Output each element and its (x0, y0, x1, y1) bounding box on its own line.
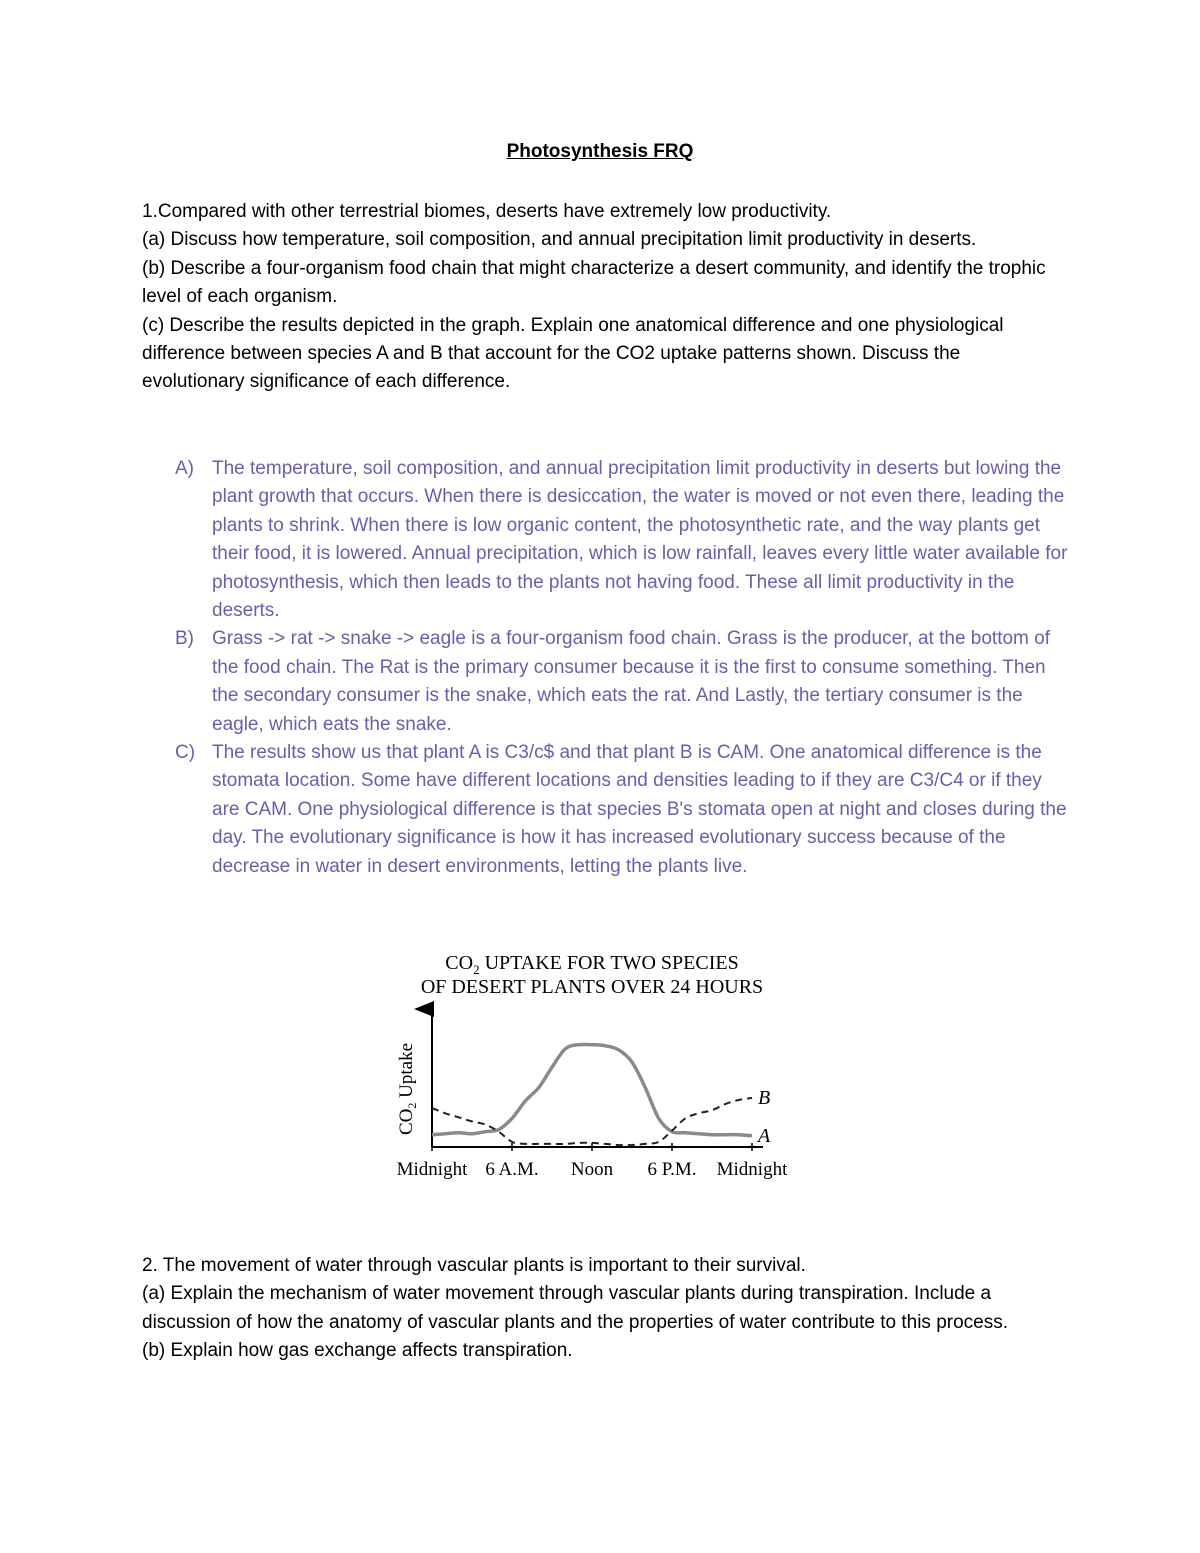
answer-item (142, 739, 1072, 881)
answer-text: The temperature, soil composition, and annual precipitation limit productivity in deserts but lowing the plant growth that occurs. When there is desiccation, the water is moved or not even there, leading the plants to shrink. When there is low organic content, the photosynthetic rate, and the way plants get their food, it is lowered. Annual precipitation, which is low rainfall, leaves every little water available for photosynthesis, which then leads to the plants not having food. These all limit productivity in the deserts. (212, 458, 1068, 622)
chart-title-line-2: OF DESERT PLANTS OVER 24 HOURS (420, 976, 764, 998)
answer-list (142, 455, 1072, 881)
question-2-part-b: (b) Explain how gas exchange affects transpiration. (142, 1340, 573, 1362)
chart-title-line-1: $CO_2$ UPTAKE FOR TWO SPECIES (445, 952, 739, 977)
chart-y-axis-label: $CO_2$ Uptake (396, 1042, 419, 1135)
question-1-part-a: (a) Discuss how temperature, soil composition, and annual precipitation limit productivity in deserts. (142, 229, 977, 251)
answer-marker: B) (175, 628, 194, 650)
question-1-intro: 1.Compared with other terrestrial biomes, deserts have extremely low productivity. (142, 201, 832, 222)
chart-series (432, 1044, 771, 1146)
x-tick-label: Noon (570, 1159, 614, 1180)
question-2-part-a: (a) Explain the mechanism of water movement through vascular plants during transpiration. Include a discussion of how the anatomy of vascular plants and the properties of water contribute to this process. (142, 1283, 1009, 1333)
x-tick-label: 6 A.M. (485, 1159, 539, 1180)
question-1-part-c: (c) Describe the results depicted in the graph. Explain one anatomical difference and one physiological difference between species A and B that account for the CO2 uptake patterns shown. Discuss the evolutionary significance of each difference. (142, 314, 1004, 393)
answer-text: The results show us that plant A is C3/c$ and that plant B is CAM. One anatomical difference is the stomata location. Some have different locations and densities leading to if they are C3/C4 or if they are CAM. One physiological difference is that species B's stomata open at night and closes during the day. The evolutionary significance is how it has increased evolutionary success because of the decrease in water in desert environments, letting the plants live. (212, 742, 1067, 877)
answer-marker: C) (175, 742, 196, 764)
question-2-intro: 2. The movement of water through vascular plants is important to their survival. (142, 1255, 806, 1276)
series-line-b (432, 1098, 752, 1145)
question-1 (142, 198, 1062, 397)
answer-item (142, 625, 1072, 739)
answer-item (142, 455, 1072, 625)
chart-tick-labels (397, 1159, 788, 1180)
question-1-part-b: (b) Describe a four-organism food chain that might characterize a desert community, and identify the trophic level of each organism. (142, 257, 1046, 308)
co2-uptake-chart (390, 945, 810, 1195)
answer-marker: A) (175, 458, 194, 479)
x-tick-label: 6 P.M. (647, 1159, 697, 1180)
page-title: Photosynthesis FRQ (506, 141, 694, 162)
x-tick-label: Midnight (716, 1159, 788, 1180)
series-label-a: A (758, 1124, 771, 1147)
answer-text: Grass -> rat -> snake -> eagle is a four-organism food chain. Grass is the producer, at the bottom of the food chain. The Rat is the primary consumer because it is the first to consume something. Then the secondary consumer is the snake, which eats the rat. And Lastly, the tertiary consumer is the eagle, which eats the snake. (212, 628, 1050, 735)
question-2 (142, 1252, 1062, 1366)
x-tick-label: Midnight (396, 1159, 468, 1180)
series-label-b: B (758, 1086, 771, 1109)
